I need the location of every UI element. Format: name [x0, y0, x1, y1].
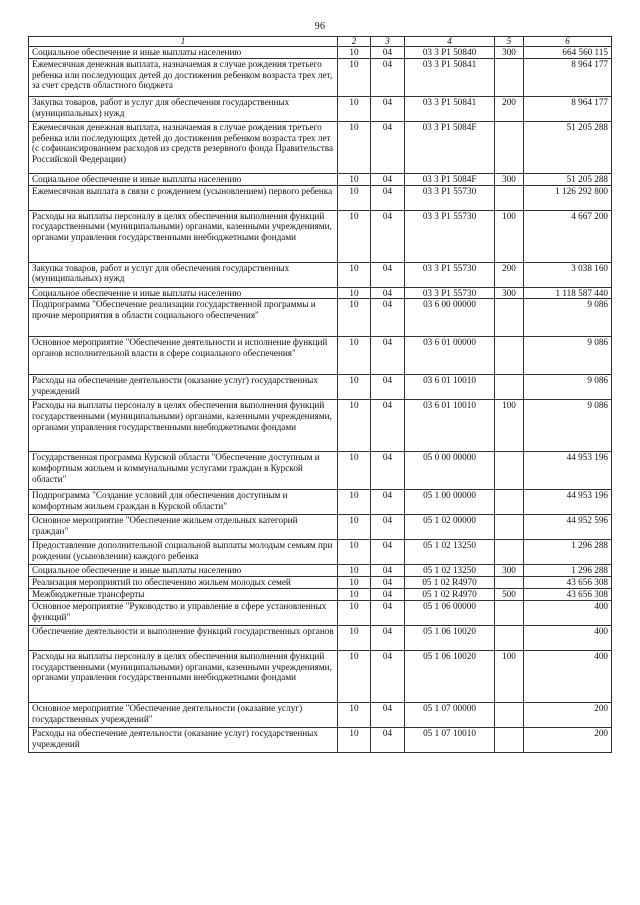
- row-section-code: 04: [371, 577, 405, 589]
- table-row: [29, 565, 612, 577]
- row-section-code: 04: [371, 185, 405, 210]
- row-expense-type-code: [495, 121, 524, 173]
- row-target-article-code: 05 1 02 00000: [405, 515, 495, 540]
- row-target-article-code: 03 3 P1 50841: [405, 96, 495, 121]
- row-target-article-code: 05 1 07 00000: [405, 702, 495, 727]
- row-target-article-code: 05 1 02 13250: [405, 565, 495, 577]
- row-name: Социальное обеспечение и иные выплаты населению: [29, 565, 338, 577]
- budget-table-body: [29, 37, 612, 753]
- table-row: [29, 650, 612, 702]
- row-section-code: 04: [371, 299, 405, 337]
- table-row: [29, 515, 612, 540]
- table-row: [29, 727, 612, 752]
- row-target-article-code: 03 3 P1 55730: [405, 210, 495, 262]
- row-target-article-code: 03 3 P1 55730: [405, 262, 495, 287]
- row-expense-type-code: [495, 490, 524, 515]
- row-section-code: 04: [371, 727, 405, 752]
- row-target-article-code: 03 3 P1 50840: [405, 47, 495, 59]
- row-chapter-code: 10: [338, 577, 371, 589]
- row-name: Расходы на выплаты персоналу в целях обеспечения выполнения функций государственными (муниципальными) органами, казенными учреждениями, органами управления государственными внебюджетными фондами: [29, 400, 338, 452]
- table-row: [29, 58, 612, 96]
- row-name: Основное мероприятие "Обеспечение деятельности (оказание услуг) государственных учреждений": [29, 702, 338, 727]
- row-name: Расходы на выплаты персоналу в целях обеспечения выполнения функций государственными (муниципальными) органами, казенными учреждениями, органами управления государственными внебюджетными фондами: [29, 210, 338, 262]
- row-chapter-code: 10: [338, 400, 371, 452]
- row-section-code: 04: [371, 375, 405, 400]
- row-target-article-code: 03 6 01 00000: [405, 337, 495, 375]
- row-name: Подпрограмма "Создание условий для обеспечения доступным и комфортным жильем граждан в Курской области": [29, 490, 338, 515]
- table-row: [29, 588, 612, 600]
- row-amount: 43 656 308: [524, 577, 612, 589]
- row-section-code: 04: [371, 540, 405, 565]
- page-number: 96: [314, 21, 326, 32]
- row-target-article-code: 05 1 02 R4970: [405, 577, 495, 589]
- table-row: [29, 47, 612, 59]
- row-amount: 8 964 177: [524, 58, 612, 96]
- row-expense-type-code: [495, 299, 524, 337]
- row-section-code: 04: [371, 173, 405, 185]
- row-name: Основное мероприятие "Обеспечение деятельности и исполнение функций органов исполнительной власти в сфере социального обеспечения": [29, 337, 338, 375]
- row-amount: 44 953 196: [524, 452, 612, 490]
- row-section-code: 04: [371, 262, 405, 287]
- row-expense-type-code: [495, 452, 524, 490]
- column-number: 1: [29, 37, 338, 47]
- row-amount: 1 126 292 800: [524, 185, 612, 210]
- table-row: [29, 702, 612, 727]
- row-expense-type-code: 100: [495, 210, 524, 262]
- row-amount: 43 656 308: [524, 588, 612, 600]
- row-chapter-code: 10: [338, 262, 371, 287]
- row-amount: 44 953 196: [524, 490, 612, 515]
- row-chapter-code: 10: [338, 588, 371, 600]
- row-expense-type-code: 300: [495, 47, 524, 59]
- row-chapter-code: 10: [338, 185, 371, 210]
- row-section-code: 04: [371, 702, 405, 727]
- row-amount: 400: [524, 650, 612, 702]
- row-expense-type-code: [495, 600, 524, 625]
- row-amount: 9 086: [524, 375, 612, 400]
- table-row: [29, 262, 612, 287]
- row-expense-type-code: [495, 515, 524, 540]
- table-row: [29, 600, 612, 625]
- row-section-code: 04: [371, 625, 405, 650]
- row-amount: 1 296 288: [524, 565, 612, 577]
- row-name: Ежемесячная выплата в связи с рождением (усыновлением) первого ребенка: [29, 185, 338, 210]
- column-number: 2: [338, 37, 371, 47]
- row-amount: 44 952 596: [524, 515, 612, 540]
- column-number-row: [29, 37, 612, 47]
- row-name: Реализация мероприятий по обеспечению жильем молодых семей: [29, 577, 338, 589]
- row-target-article-code: 05 1 00 00000: [405, 490, 495, 515]
- row-name: Социальное обеспечение и иные выплаты населению: [29, 47, 338, 59]
- row-chapter-code: 10: [338, 540, 371, 565]
- row-name: Закупка товаров, работ и услуг для обеспечения государственных (муниципальных) нужд: [29, 96, 338, 121]
- row-expense-type-code: 200: [495, 96, 524, 121]
- row-expense-type-code: 100: [495, 400, 524, 452]
- table-row: [29, 287, 612, 299]
- row-name: Подпрограмма "Обеспечение реализации государственной программы и прочие мероприятия в области социального обеспечения": [29, 299, 338, 337]
- row-section-code: 04: [371, 650, 405, 702]
- row-target-article-code: 03 3 P1 50841: [405, 58, 495, 96]
- row-target-article-code: 03 6 00 00000: [405, 299, 495, 337]
- row-target-article-code: 05 1 02 R4970: [405, 588, 495, 600]
- row-target-article-code: 05 1 07 10010: [405, 727, 495, 752]
- row-expense-type-code: [495, 185, 524, 210]
- row-name: Закупка товаров, работ и услуг для обеспечения государственных (муниципальных) нужд: [29, 262, 338, 287]
- table-row: [29, 299, 612, 337]
- row-chapter-code: 10: [338, 287, 371, 299]
- row-name: Основное мероприятие "Обеспечение жильем отдельных категорий граждан": [29, 515, 338, 540]
- row-name: Расходы на обеспечение деятельности (оказание услуг) государственных учреждений: [29, 727, 338, 752]
- row-amount: 200: [524, 702, 612, 727]
- row-expense-type-code: 300: [495, 287, 524, 299]
- row-chapter-code: 10: [338, 375, 371, 400]
- row-chapter-code: 10: [338, 625, 371, 650]
- row-target-article-code: 05 1 06 10020: [405, 625, 495, 650]
- table-row: [29, 173, 612, 185]
- table-row: [29, 121, 612, 173]
- row-target-article-code: 03 3 P1 5084F: [405, 173, 495, 185]
- row-expense-type-code: [495, 375, 524, 400]
- row-expense-type-code: [495, 625, 524, 650]
- row-section-code: 04: [371, 287, 405, 299]
- row-name: Межбюджетные трансферты: [29, 588, 338, 600]
- row-chapter-code: 10: [338, 600, 371, 625]
- row-target-article-code: 05 0 00 00000: [405, 452, 495, 490]
- row-section-code: 04: [371, 121, 405, 173]
- row-expense-type-code: [495, 727, 524, 752]
- row-expense-type-code: 500: [495, 588, 524, 600]
- row-amount: 9 086: [524, 400, 612, 452]
- row-target-article-code: 03 3 P1 55730: [405, 287, 495, 299]
- row-target-article-code: 03 6 01 10010: [405, 375, 495, 400]
- row-amount: 4 667 200: [524, 210, 612, 262]
- table-row: [29, 400, 612, 452]
- row-expense-type-code: 100: [495, 650, 524, 702]
- row-name: Расходы на обеспечение деятельности (оказание услуг) государственных учреждений: [29, 375, 338, 400]
- table-row: [29, 490, 612, 515]
- row-target-article-code: 05 1 06 10020: [405, 650, 495, 702]
- row-section-code: 04: [371, 515, 405, 540]
- table-row: [29, 452, 612, 490]
- row-section-code: 04: [371, 47, 405, 59]
- row-name: Ежемесячная денежная выплата, назначаемая в случае рождения третьего ребенка или последующих детей до достижения ребенком возраста трех лет (с софинансированием расходов из средств резервного фонда Правительства Российской Федерации): [29, 121, 338, 173]
- row-name: Предоставление дополнительной социальной выплаты молодым семьям при рождении (усыновлении) каждого ребенка: [29, 540, 338, 565]
- row-expense-type-code: [495, 577, 524, 589]
- table-row: [29, 185, 612, 210]
- row-name: Государственная программа Курской области "Обеспечение доступным и комфортным жильем и коммунальными услугами граждан в Курской области": [29, 452, 338, 490]
- row-target-article-code: 03 3 P1 55730: [405, 185, 495, 210]
- row-name: Ежемесячная денежная выплата, назначаемая в случае рождения третьего ребенка или последующих детей до достижения ребенком возраста трех лет, за счет средств областного бюджета: [29, 58, 338, 96]
- row-section-code: 04: [371, 565, 405, 577]
- column-number: 6: [524, 37, 612, 47]
- row-chapter-code: 10: [338, 121, 371, 173]
- row-chapter-code: 10: [338, 173, 371, 185]
- column-number: 5: [495, 37, 524, 47]
- table-row: [29, 337, 612, 375]
- row-expense-type-code: [495, 540, 524, 565]
- row-amount: 400: [524, 600, 612, 625]
- row-name: Основное мероприятие "Руководство и управление в сфере установленных функций": [29, 600, 338, 625]
- row-expense-type-code: [495, 58, 524, 96]
- row-section-code: 04: [371, 96, 405, 121]
- row-amount: 1 296 288: [524, 540, 612, 565]
- row-amount: 51 205 288: [524, 173, 612, 185]
- row-chapter-code: 10: [338, 47, 371, 59]
- row-target-article-code: 03 6 01 10010: [405, 400, 495, 452]
- row-expense-type-code: 300: [495, 173, 524, 185]
- row-chapter-code: 10: [338, 515, 371, 540]
- row-amount: 51 205 288: [524, 121, 612, 173]
- row-name: Социальное обеспечение и иные выплаты населению: [29, 173, 338, 185]
- row-expense-type-code: 300: [495, 565, 524, 577]
- row-section-code: 04: [371, 337, 405, 375]
- row-chapter-code: 10: [338, 727, 371, 752]
- row-target-article-code: 05 1 06 00000: [405, 600, 495, 625]
- table-row: [29, 96, 612, 121]
- row-amount: 9 086: [524, 299, 612, 337]
- row-chapter-code: 10: [338, 490, 371, 515]
- row-expense-type-code: [495, 337, 524, 375]
- table-row: [29, 577, 612, 589]
- row-name: Обеспечение деятельности и выполнение функций государственных органов: [29, 625, 338, 650]
- row-chapter-code: 10: [338, 337, 371, 375]
- row-chapter-code: 10: [338, 650, 371, 702]
- row-chapter-code: 10: [338, 58, 371, 96]
- row-expense-type-code: 200: [495, 262, 524, 287]
- row-chapter-code: 10: [338, 565, 371, 577]
- row-name: Расходы на выплаты персоналу в целях обеспечения выполнения функций государственными (муниципальными) органами, казенными учреждениями, органами управления государственными внебюджетными фондами: [29, 650, 338, 702]
- row-amount: 1 118 587 440: [524, 287, 612, 299]
- row-name: Социальное обеспечение и иные выплаты населению: [29, 287, 338, 299]
- row-amount: 400: [524, 625, 612, 650]
- row-section-code: 04: [371, 490, 405, 515]
- row-target-article-code: 03 3 P1 5084F: [405, 121, 495, 173]
- table-row: [29, 210, 612, 262]
- row-section-code: 04: [371, 600, 405, 625]
- row-target-article-code: 05 1 02 13250: [405, 540, 495, 565]
- row-chapter-code: 10: [338, 299, 371, 337]
- row-section-code: 04: [371, 400, 405, 452]
- row-chapter-code: 10: [338, 702, 371, 727]
- row-amount: 9 086: [524, 337, 612, 375]
- row-chapter-code: 10: [338, 452, 371, 490]
- row-section-code: 04: [371, 588, 405, 600]
- row-chapter-code: 10: [338, 96, 371, 121]
- column-number: 4: [405, 37, 495, 47]
- row-amount: 200: [524, 727, 612, 752]
- row-section-code: 04: [371, 452, 405, 490]
- row-chapter-code: 10: [338, 210, 371, 262]
- table-row: [29, 625, 612, 650]
- row-expense-type-code: [495, 702, 524, 727]
- row-section-code: 04: [371, 58, 405, 96]
- row-section-code: 04: [371, 210, 405, 262]
- row-amount: 3 038 160: [524, 262, 612, 287]
- table-row: [29, 540, 612, 565]
- row-amount: 664 560 115: [524, 47, 612, 59]
- column-number: 3: [371, 37, 405, 47]
- budget-table: [28, 36, 612, 753]
- row-amount: 8 964 177: [524, 96, 612, 121]
- table-row: [29, 375, 612, 400]
